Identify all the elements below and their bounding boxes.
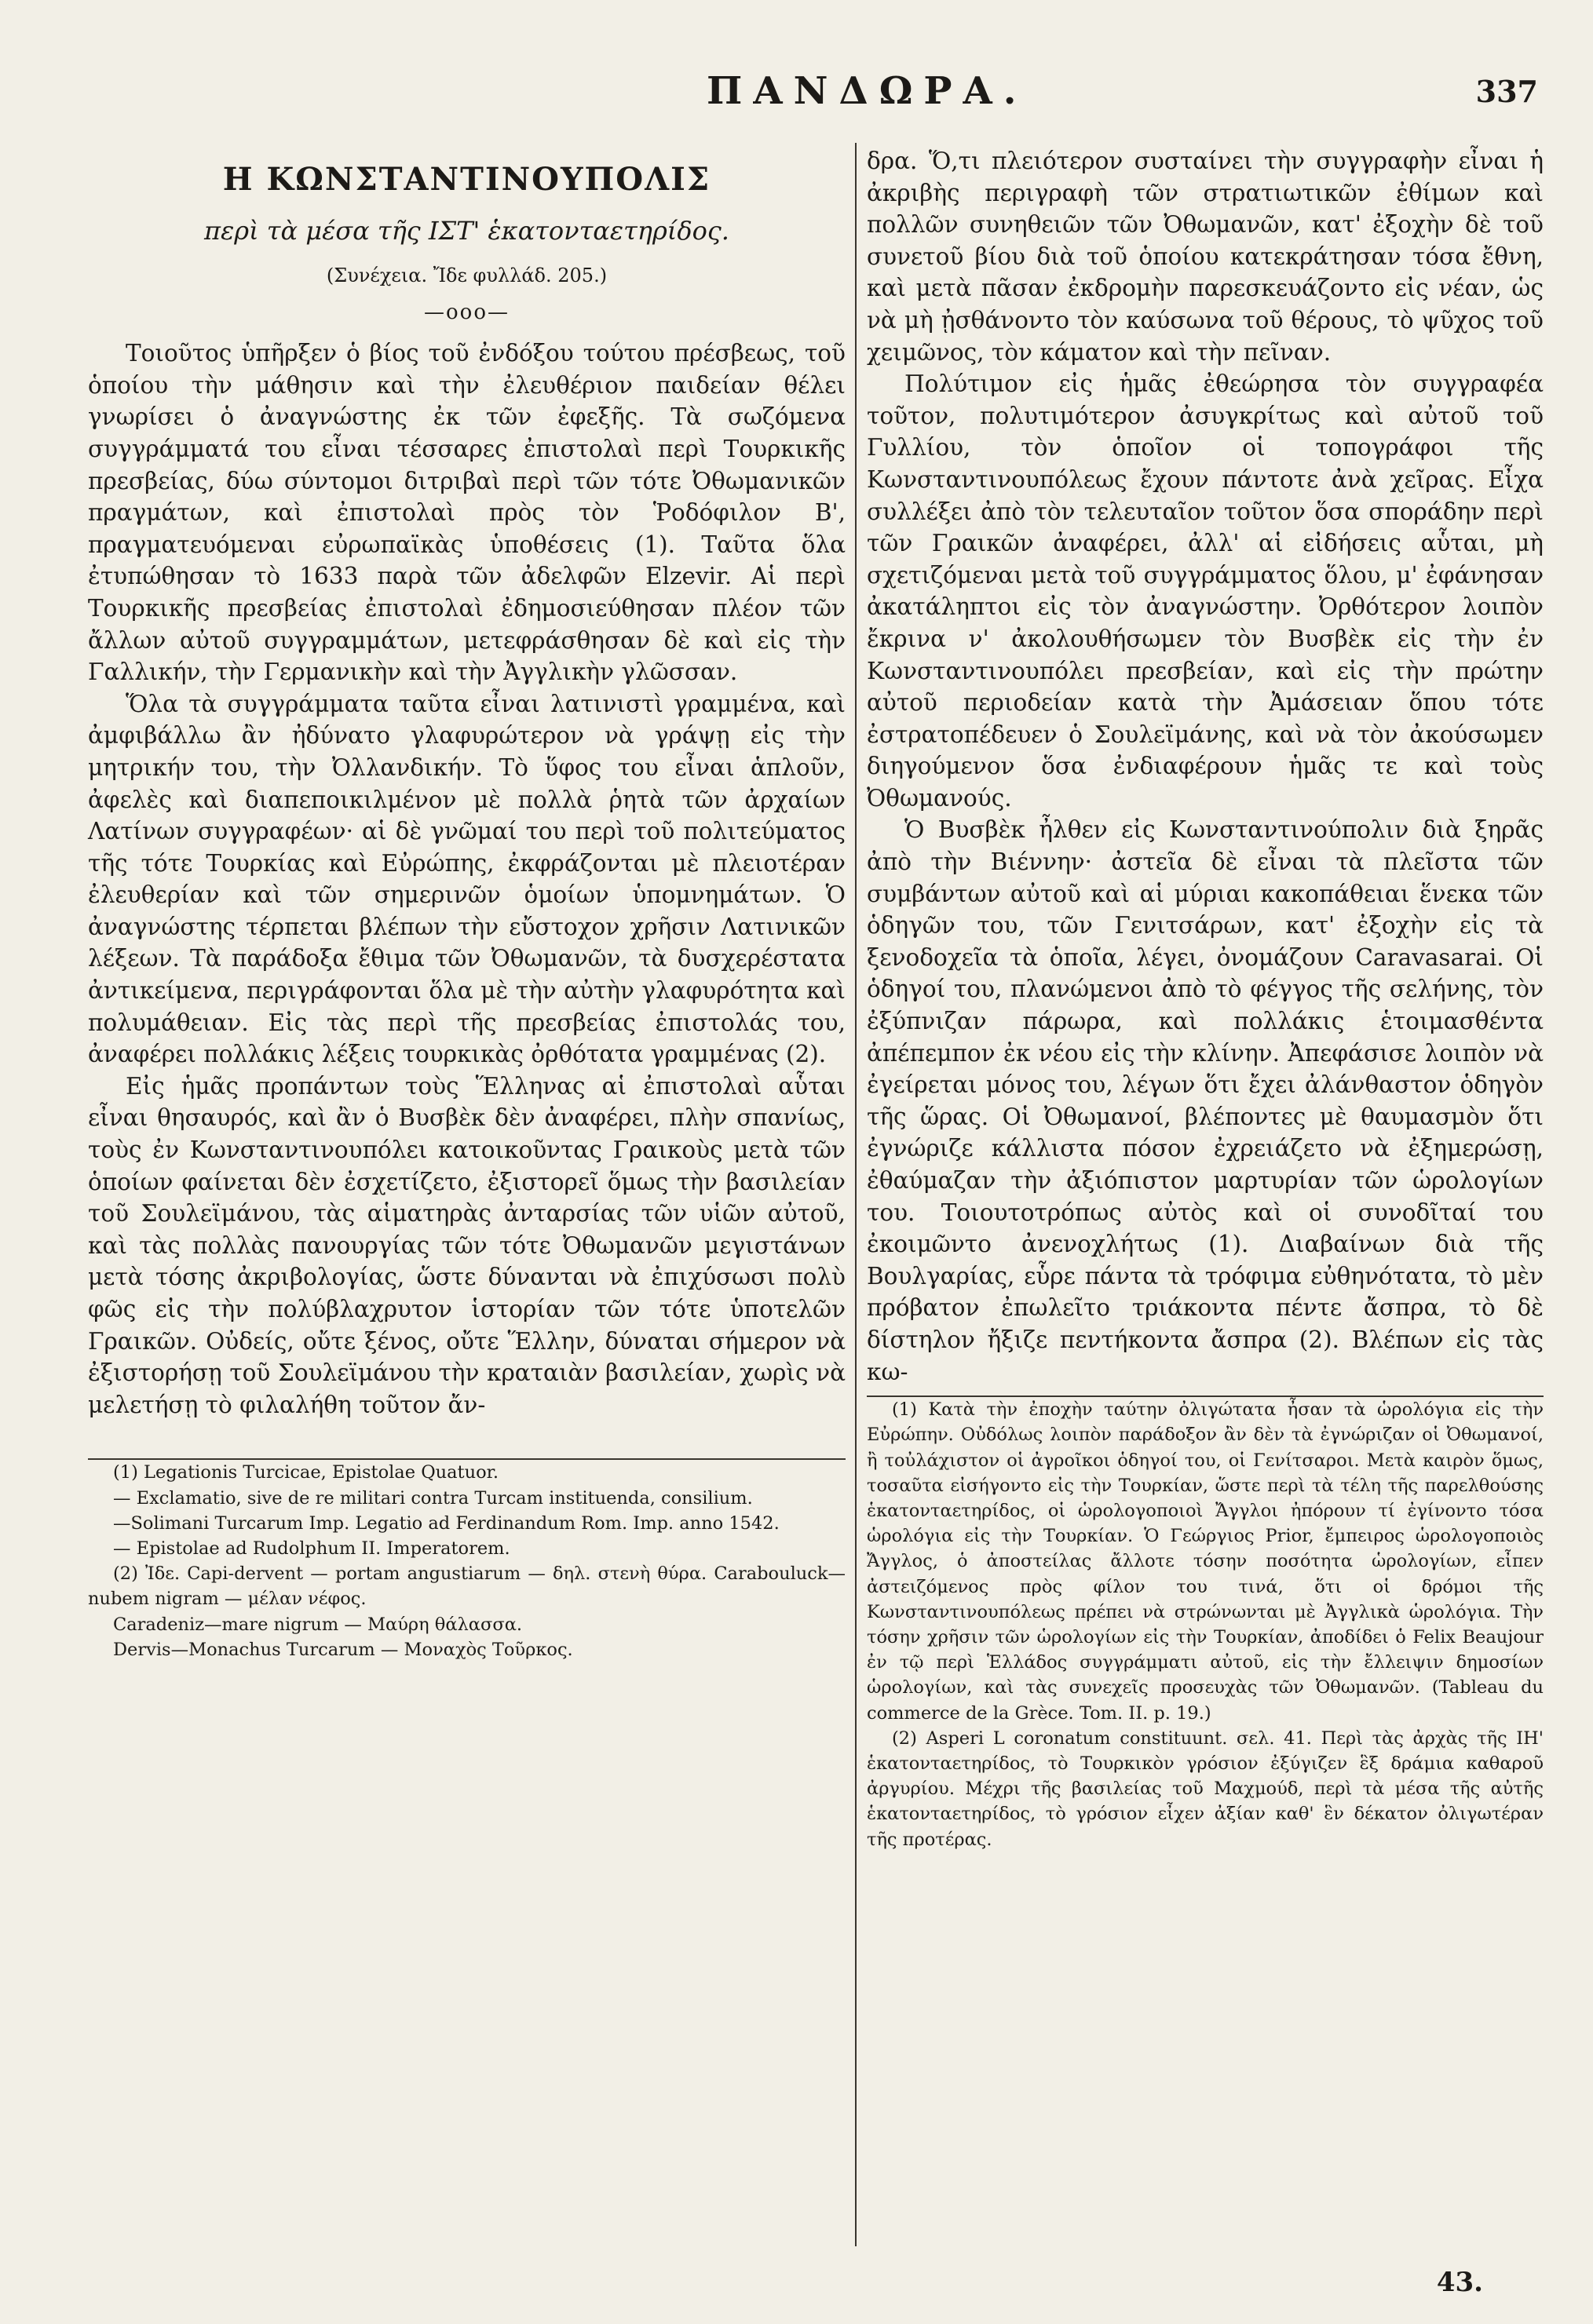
paragraph: Τοιοῦτος ὑπῆρξεν ὁ βίος τοῦ ἐνδόξου τούτου πρέσβεως, τοῦ ὁποίου τὴν μάθησιν καὶ τὴν ἐλευθέριον παιδείαν θέλει γνωρίσει ὁ ἀναγνώστης ἐκ τῶν ἐφεξῆς. Τὰ σωζόμενα συγγράμματά του εἶναι τέσσαρες ἐπιστολαὶ περὶ Τουρκικῆς πρεσβείας, δύω σύντομοι διτριβαὶ περὶ τῶν τότε Ὀθωμανικῶν πραγμάτων, καὶ ἐπιστολαὶ πρὸς τὸν Ῥοδόφιλον Β', πραγματευόμεναι εὐρωπαϊκὰς ὑποθέσεις (1). Ταῦτα ὅλα ἐτυπώθησαν τὸ 1633 παρὰ τῶν ἀδελφῶν Elzevir. Αἱ περὶ Τουρκικῆς πρεσβείας ἐπιστολαὶ ἐδημοσιεύθησαν πλέον τῶν ἄλλων αὐτοῦ συγγραμμάτων, μετεφράσθησαν δὲ καὶ εἰς τὴν Γαλλικήν, τὴν Γερμανικὴν καὶ τὴν Ἀγγλικὴν γλῶσσαν.: [88, 340, 846, 686]
footnote: (2) Ἰδε. Capi-dervent — portam angustiarum — δηλ. στενὴ θύρα. Carabouluck—nubem nigram — μέλαν νέφος.: [88, 1563, 846, 1610]
footnote: — Exclamatio, sive de re militari contra Turcam instituenda, consilium.: [113, 1487, 753, 1509]
running-head: [0, 69, 1593, 132]
paragraph: Πολύτιμον εἰς ἡμᾶς ἐθεώρησα τὸν συγγραφέα τοῦτον, πολυτιμότερον ἀσυγκρίτως καὶ αὐτοῦ τοῦ Γυλλίου, τὸν ὁποῖον οἱ τοπογράφοι τῆς Κωνσταντινουπόλεως ἔχουν πάντοτε ἀνὰ χεῖρας. Εἶχα συλλέξει ἀπὸ τὸν τελευταῖον τοῦτον ὅσα σποράδην περὶ τῶν Γραικῶν ἀναφέρει, ἀλλ' αἱ εἰδήσεις αὗται, μὴ σχετιζόμεναι μετὰ τοῦ συγγράμματος ὅλου, μ' ἐφάνησαν ἀκατάληπτοι εἰς τὸν ἀναγνώστην. Ὀρθότερον λοιπὸν ἔκρινα ν' ἀκολουθήσωμεν τὸν Βυσβὲκ εἰς τὴν ἐν Κωνσταντινουπόλει πρεσβείαν, καὶ εἰς τὴν πρώτην αὐτοῦ περιοδείαν κατὰ τὴν Ἀμάσειαν ὅπου τότε ἐστρατοπέδευεν ὁ Σουλεϊμάνης, καὶ νὰ τὸν ἀκούσωμεν διηγούμενον ὅσα ἐνδιαφέρουν ἡμᾶς τε καὶ τοὺς Ὀθωμανούς.: [867, 370, 1544, 812]
paragraph: Ὅλα τὰ συγγράμματα ταῦτα εἶναι λατινιστὶ γραμμένα, καὶ ἀμφιβάλλω ἂν ἠδύνατο γλαφυρώτερον νὰ γράψῃ εἰς τὴν μητρικήν του, τὴν Ὀλλανδικήν. Τὸ ὕφος του εἶναι ἁπλοῦν, ἀφελὲς καὶ διαπεποικιλμένον μὲ πολλὰ ῥητὰ τῶν ἀρχαίων Λατίνων συγγραφέων· αἱ δὲ γνῶμαί του περὶ τοῦ πολιτεύματος τῆς τότε Τουρκίας καὶ Εὐρώπης, ἐκφράζονται μὲ πλειοτέραν ἐλευθερίαν καὶ τῶν σημερινῶν ὁμοίων ὑπομνημάτων. Ὁ ἀναγνώστης τέρπεται βλέπων τὴν εὔστοχον χρῆσιν Λατινικῶν λέξεων. Τὰ παράδοξα ἔθιμα τῶν Ὀθωμανῶν, τὰ δυσχερέστατα ἀντικείμενα, περιγράφονται ὅλα μὲ τὴν αὐτὴν γλαφυρότητα καὶ πολυμάθειαν. Εἰς τὰς περὶ τῆς πρεσβείας ἐπιστολάς του, ἀναφέρει πολλάκις λέξεις τουρκικὰς ὀρθότατα γραμμένας (2).: [88, 690, 846, 1068]
footnote: (1) Κατὰ τὴν ἐποχὴν ταύτην ὀλιγώτατα ἦσαν τὰ ὡρολόγια εἰς τὴν Εὐρώπην. Οὐδόλως λοιπὸν παράδοξον ἂν δὲν τὰ ἐγνώριζαν οἱ Ὀθωμανοί, ἢ τοὐλάχιστον οἱ ἀγροῖκοι ὁδηγοί του, οἱ Γενίτσαροι. Μετὰ καιρὸν ὅμως, τοσαῦτα εἰσήγοντο εἰς τὴν Τουρκίαν, ὥστε περὶ τὰ τέλη τῆς παρελθούσης ἑκατονταετηρίδος, οἱ ὡρολογοποιοὶ Ἄγγλοι ἠπόρουν τί ἐγίνοντο τόσα ὡρολόγια εἰς τὴν Τουρκίαν. Ὁ Γεώργιος Prior, ἔμπειρος ὡρολογοποιὸς Ἄγγλος, ὁ ἀποστείλας ἄλλοτε τόσην ποσότητα ὡρολογίων, εἶπεν ἀστειζόμενος πρὸς φίλον του τινά, ὅτι οἱ δρόμοι τῆς Κωνσταντινουπόλεως πρέπει νὰ στρώνωνται μὲ Ἀγγλικὰ ὡρολόγια. Τὴν τόσην χρῆσιν τῶν ὡρολογίων εἰς τὴν Τουρκίαν, ἀποδίδει ὁ Felix Beaujour ἐν τῷ περὶ Ἑλλάδος συγγράμματι αὐτοῦ, εἰς τὴν ἔλλειψιν δημοσίων ὡρολογίων, καὶ τὰς συνεχεῖς προσευχὰς τῶν Ὀθωμανῶν. (Tableau du commerce de la Grèce. Tom. II. p. 19.): [867, 1399, 1544, 1724]
separator: —οοο—: [424, 300, 510, 324]
right-column: [867, 145, 1544, 1852]
paragraph: Ὁ Βυσβὲκ ἦλθεν εἰς Κωνσταντινούπολιν διὰ ξηρᾶς ἀπὸ τὴν Βιέννην· ἀστεῖα δὲ εἶναι τὰ πλεῖστα τῶν συμβάντων αὐτοῦ καὶ αἱ μύριαι κακοπάθειαι ἕνεκα τῶν ὁδηγῶν του, τῶν Γενιτσάρων, κατ' ἐξοχὴν εἰς τὰ ξενοδοχεῖα τὰ ὁποῖα, λέγει, ὀνομάζουν Caravasarai. Οἱ ὁδηγοί του, πλανώμενοι ἀπὸ τὸ φέγγος τῆς σελήνης, τὸν ἐξύπνιζαν πάρωρα, καὶ πολλάκις ἑτοιμασθέντα ἀπέπεμπον ἐκ νέου εἰς τὴν κλίνην. Ἀπεφάσισε λοιπὸν νὰ ἐγείρεται μόνος του, λέγων ὅτι ἔχει ἀλάνθαστον ὁδηγὸν τῆς ὥρας. Οἱ Ὀθωμανοί, βλέποντες μὲ θαυμασμὸν ὅτι ἐγνώριζε κάλλιστα πόσον ἐχρειάζετο νὰ ἐξημερώσῃ, ἐθαύμαζαν τὴν ἀξιόπιστον μαρτυρίαν τῶν ὡρολογίων του. Τοιουτοτρόπως αὐτὸς καὶ οἱ συνοδῖταί του ἐκοιμῶντο ἀνενοχλήτως (1). Διαβαίνων διὰ τῆς Βουλγαρίας, εὗρε πάντα τὰ τρόφιμα εὐθηνότατα, τὸ μὲν πρόβατον ἐπωλεῖτο τριάκοντα πέντε ἄσπρα, τὸ δὲ δίστηλον ἤξιζε πεντήκοντα ἄσπρα (2). Βλέπων εἰς τὰς κω-: [867, 816, 1544, 1385]
page-number: 337: [1475, 74, 1538, 109]
running-title: ΠΑΝΔΩΡΑ.: [707, 69, 1028, 113]
column-divider: [855, 143, 857, 2246]
article-title: Η ΚΩΝΣΤΑΝΤΙΝΟΥΠΟΛΙΣ: [222, 161, 711, 198]
continued-note: (Συνέχεια. Ἴδε φυλλάδ. 205.): [326, 265, 608, 286]
footnote: (1) Legationis Turcicae, Epistolae Quatuor.: [113, 1462, 499, 1483]
footnote: — Epistolae ad Rudolphum II. Imperatorem.: [113, 1538, 510, 1559]
footnote: Caradeniz—mare nigrum — Μαύρη θάλασσα.: [113, 1614, 523, 1635]
left-footnotes: [88, 1458, 846, 1662]
footnote: (2) Asperi L coronatum constituunt. σελ. 41. Περὶ τὰς ἀρχὰς τῆς ΙΗ' ἑκατονταετηρίδος, τὸ Τουρκικὸν γρόσιον ἐξύγιζεν ἓξ δράμια καθαροῦ ἀργυρίου. Μέχρι τῆς βασιλείας τοῦ Μαχμούδ, περὶ τὰ μέσα τῆς αὐτῆς ἑκατονταετηρίδος, τὸ γρόσιον εἶχεν ἀξίαν καθ' ἓν δέκατον ὀλιγωτέραν τῆς προτέρας.: [867, 1727, 1544, 1850]
paragraph: Εἰς ἡμᾶς προπάντων τοὺς Ἕλληνας αἱ ἐπιστολαὶ αὗται εἶναι θησαυρός, καὶ ἂν ὁ Βυσβὲκ δὲν ἀναφέρει, πλὴν σπανίως, τοὺς ἐν Κωνσταντινουπόλει κατοικοῦντας Γραικοὺς μετὰ τῶν ὁποίων φαίνεται δὲν ἐσχετίζετο, ἐξιστορεῖ ὅμως τὴν βασιλείαν τοῦ Σουλεϊμάνου, τὰς αἱματηρὰς ἀνταρσίας τῶν υἱῶν αὐτοῦ, καὶ τὰς πολλὰς πανουργίας τῶν τότε Ὀθωμανῶν μεγιστάνων μετὰ τόσης ἀκριβολογίας, ὥστε δύνανται νὰ ἐπιχύσωσι πολὺ φῶς εἰς τὴν πολύβλαχρυτον ἱστορίαν τῶν τότε ὑποτελῶν Γραικῶν. Οὐδείς, οὔτε ξένος, οὔτε Ἕλλην, δύναται σήμερον νὰ ἐξιστορήσῃ τοῦ Σουλεϊμάνου τὴν κραταιὰν βασιλείαν, χωρὶς νὰ μελετήσῃ τὸ φιλαλήθη τοῦτον ἄν-: [88, 1072, 846, 1418]
signature-mark: 43.: [1436, 2267, 1483, 2298]
paragraph: δρα. Ὅ,τι πλειότερον συσταίνει τὴν συγγραφὴν εἶναι ἡ ἀκριβὴς περιγραφὴ τῶν στρατιωτικῶν ἐθίμων καὶ πολλῶν συνηθειῶν τῶν Ὀθωμανῶν, κατ' ἐξοχὴν δὲ τοῦ συνετοῦ βίου διὰ τοῦ ὁποίου κατεκράτησαν τόσα ἔθνη, καὶ μετὰ πᾶσαν ἐκδρομὴν παρεσκευάζοντο εἰς νέαν, ὡς νὰ μὴ ᾐσθάνοντο τὸν καύσωνα τοῦ θέρους, τὸ ψῦχος τοῦ χειμῶνος, τὸν κάματον καὶ τὴν πεῖναν.: [867, 148, 1544, 366]
footnote: Dervis—Monachus Turcarum — Μοναχὸς Τοῦρκος.: [113, 1639, 573, 1660]
left-column: [88, 145, 846, 1662]
footnote: —Solimani Turcarum Imp. Legatio ad Ferdinandum Rom. Imp. anno 1542.: [113, 1512, 780, 1534]
article-subtitle: περὶ τὰ μέσα τῆς ΙΣΤ' ἑκατονταετηρίδος.: [204, 216, 729, 246]
right-footnotes: [867, 1395, 1544, 1852]
